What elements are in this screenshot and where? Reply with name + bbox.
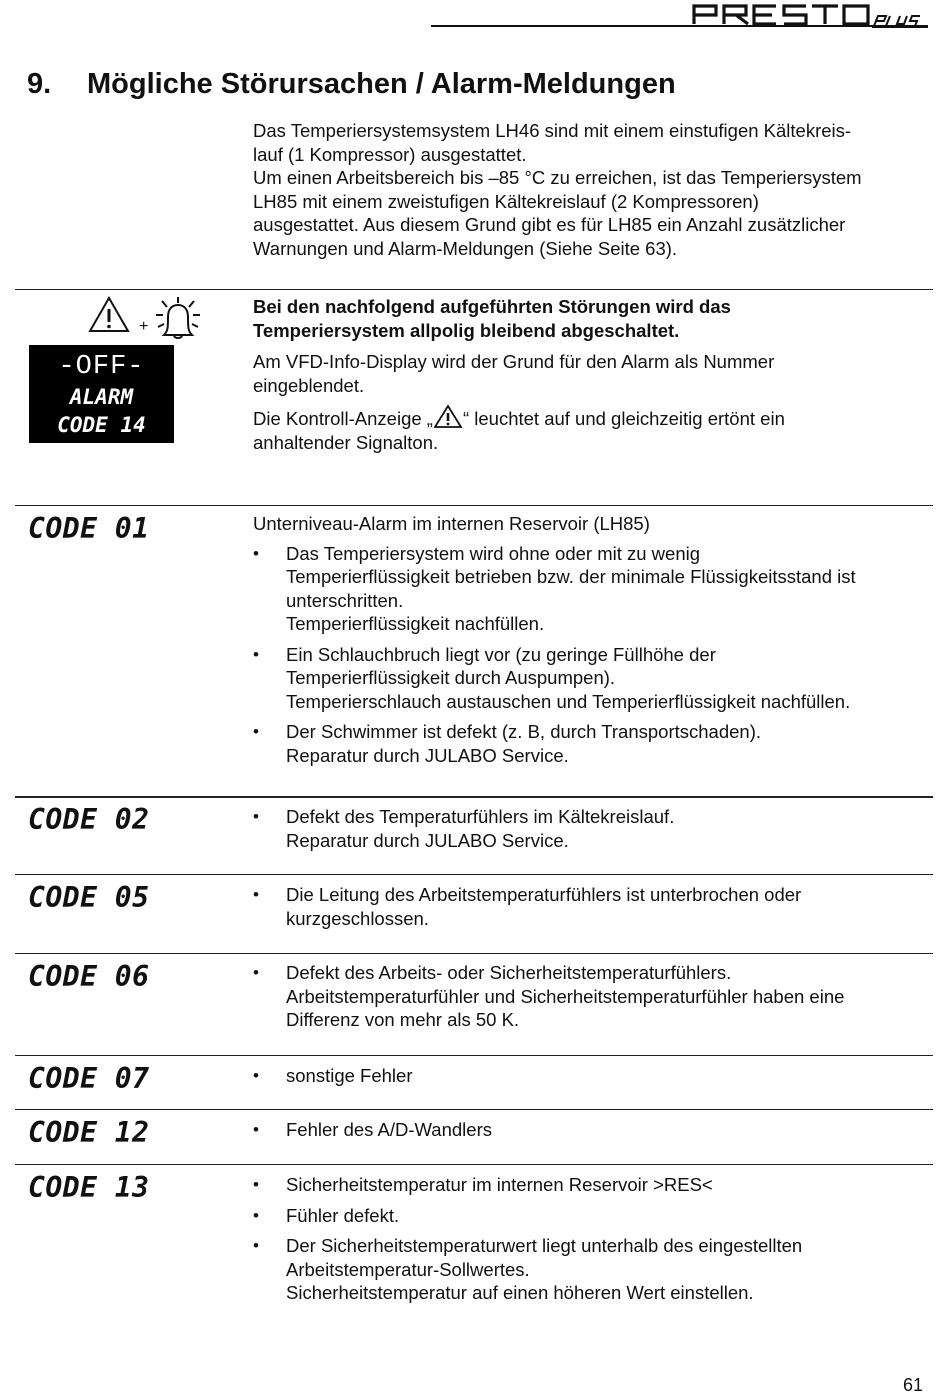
code-description <box>253 1173 933 1312</box>
bullet: • <box>253 1120 259 1139</box>
code-label: CODE 07 <box>28 1062 150 1095</box>
item-line: Temperierflüssigkeit durch Auspumpen). <box>286 667 616 688</box>
item-line: Die Leitung des Arbeitstemperaturfühlers ist unterbrochen oder <box>286 884 802 905</box>
item-line: Arbeitstemperaturfühler und Sicherheitstemperaturfühler haben eine <box>286 985 845 1007</box>
list-item <box>253 1173 933 1197</box>
bullet: • <box>253 722 259 741</box>
list-item <box>253 542 933 636</box>
code-label: CODE 06 <box>28 960 150 993</box>
section-title: Mögliche Störursachen / Alarm-Meldungen <box>87 68 676 100</box>
intro-line: ausgestattet. Aus diesem Grund gibt es für LH85 ein Anzahl zusätzlicher <box>253 214 846 235</box>
item-line: Temperierflüssigkeit nachfüllen. <box>286 613 545 634</box>
alarm-bell-icon <box>156 297 200 338</box>
page-title <box>27 66 676 102</box>
intro-line: Warnungen und Alarm-Meldungen (Siehe Seite 63). <box>253 237 678 259</box>
divider <box>15 1055 933 1056</box>
item-line: Temperierflüssigkeit betrieben bzw. der minimale Flüssigkeitsstand ist <box>286 566 856 587</box>
item-line: Sicherheitstemperatur auf einen höheren Wert einstellen. <box>286 1282 754 1303</box>
bullet: • <box>253 1175 259 1194</box>
intro-line: lauf (1 Kompressor) ausgestattet. <box>253 143 527 165</box>
indicator-text-after: “ leuchtet auf und gleichzeitig ertönt ein <box>462 408 785 429</box>
bullet: • <box>253 644 259 664</box>
item-line: Fühler defekt. <box>286 1204 400 1226</box>
bullet: • <box>253 1236 259 1255</box>
divider <box>15 1164 933 1165</box>
warning-triangle-icon <box>90 298 128 331</box>
item-line: Defekt des Temperaturfühlers im Kältekreislauf. <box>286 806 675 827</box>
alarm-info-indicator <box>253 405 933 454</box>
item-line: Temperierschlauch austauschen und Temperierflüssigkeit nachfüllen. <box>286 690 851 712</box>
logo-text: PRESTO PLUS <box>692 2 699 3</box>
code-description <box>253 883 933 937</box>
list-item <box>253 1064 933 1088</box>
item-line: Ein Schlauchbruch liegt vor (zu geringe Füllhöhe der <box>286 643 716 665</box>
alarm-bold-line: Bei den nachfolgend aufgeführten Störungen wird das <box>253 296 731 317</box>
item-line: Differenz von mehr als 50 K. <box>286 1009 520 1030</box>
code-heading: Unterniveau-Alarm im internen Reservoir (LH85) <box>253 513 650 534</box>
list-item <box>253 1204 933 1228</box>
divider <box>15 505 933 506</box>
bullet: • <box>253 963 259 982</box>
item-line: Das Temperiersystem wird ohne oder mit zu wenig <box>286 542 701 564</box>
divider <box>15 953 933 954</box>
item-line: Fehler des A/D-Wandlers <box>286 1119 492 1140</box>
item-line: Der Schwimmer ist defekt (z. B, durch Transportschaden). <box>286 721 762 742</box>
alarm-info-line <box>253 405 933 431</box>
bullet: • <box>253 543 259 563</box>
code-label: CODE 05 <box>28 881 150 914</box>
item-line: Arbeitstemperatur-Sollwertes. <box>286 1258 530 1280</box>
item-line: unterschritten. <box>286 589 404 611</box>
intro-line: LH85 mit einem zweistufigen Kältekreislauf (2 Kompressoren) <box>253 190 759 212</box>
code-label: CODE 12 <box>28 1116 150 1149</box>
alarm-bold-line: Temperiersystem allpolig bleibend abgeschaltet. <box>253 319 680 341</box>
list-item <box>253 805 933 852</box>
code-description <box>253 961 933 1039</box>
list-item <box>253 961 933 1032</box>
warning-triangle-icon <box>433 405 463 429</box>
item-line: Reparatur durch JULABO Service. <box>286 829 569 851</box>
item-line: kurzgeschlossen. <box>286 907 429 929</box>
item-line: Der Sicherheitstemperaturwert liegt unterhalb des eingestellten <box>286 1235 803 1256</box>
display-code-text: CODE 14 <box>57 413 146 437</box>
list-item <box>253 1118 933 1142</box>
alarm-info-line: anhaltender Signalton. <box>253 431 439 453</box>
code-label: CODE 02 <box>28 803 150 836</box>
item-line: sonstige Fehler <box>286 1065 413 1086</box>
divider <box>15 289 933 290</box>
bullet: • <box>253 1066 259 1085</box>
divider <box>15 796 933 798</box>
intro-line: Um einen Arbeitsbereich bis –85 °C zu erreichen, ist das Temperiersystem <box>253 167 862 188</box>
item-line: Defekt des Arbeits- oder Sicherheitstemperaturfühlers. <box>286 962 732 983</box>
display-alarm-text: ALARM <box>69 385 134 409</box>
vfd-display <box>29 345 174 443</box>
display-off-text: -OFF- <box>58 352 145 382</box>
page-number: 61 <box>903 1375 924 1395</box>
alarm-info-bold <box>253 295 933 342</box>
list-item <box>253 1234 933 1305</box>
intro-line: Das Temperiersystemsystem LH46 sind mit einem einstufigen Kältekreis- <box>253 120 852 141</box>
plus-sign: + <box>139 318 149 335</box>
list-item <box>253 883 933 930</box>
bullet: • <box>253 807 259 826</box>
code-label: CODE 13 <box>28 1171 150 1204</box>
bullet: • <box>253 885 259 904</box>
list-item <box>253 720 933 767</box>
alarm-info-display <box>253 350 933 397</box>
divider <box>15 874 933 875</box>
intro-paragraph <box>253 119 933 260</box>
code-description <box>253 1118 933 1149</box>
section-number: 9. <box>27 68 52 100</box>
item-line: Sicherheitstemperatur im internen Reservoir >RES< <box>286 1174 713 1195</box>
item-line: Reparatur durch JULABO Service. <box>286 744 569 766</box>
alarm-info <box>253 295 933 462</box>
divider <box>15 1109 933 1110</box>
list-item <box>253 643 933 714</box>
alarm-info-line: Am VFD-Info-Display wird der Grund für den Alarm als Nummer <box>253 351 775 372</box>
code-label: CODE 01 <box>28 512 150 545</box>
presto-plus-logo <box>692 2 932 28</box>
alarm-icons <box>88 295 223 341</box>
code-description <box>253 512 933 774</box>
code-description <box>253 1064 933 1095</box>
code-description <box>253 805 933 859</box>
indicator-text-before: Die Kontroll-Anzeige „ <box>253 408 433 429</box>
bullet: • <box>253 1205 259 1225</box>
alarm-info-line: eingeblendet. <box>253 374 365 396</box>
